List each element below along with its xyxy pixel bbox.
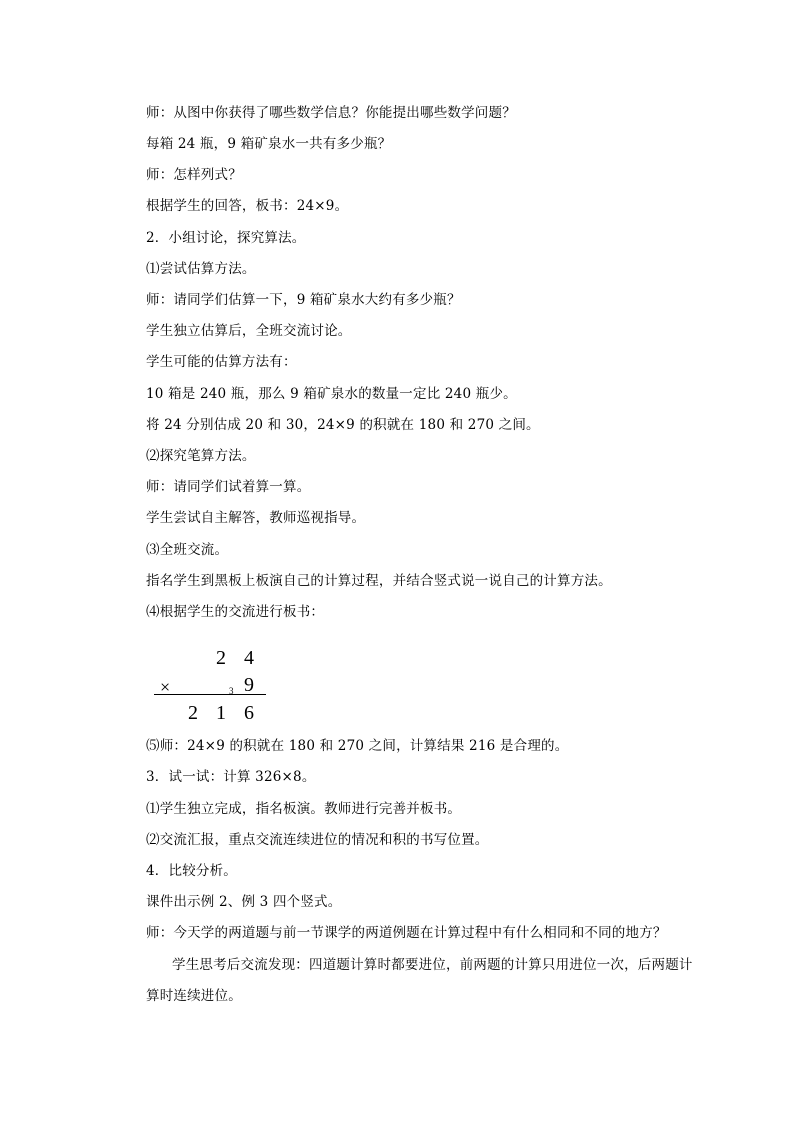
subsection-heading: ⑴尝试估算方法。 — [146, 261, 256, 277]
vertical-multiplication — [150, 644, 270, 724]
text-line: 根据学生的回答，板书：24×9。 — [146, 198, 349, 214]
text-line: 课件出示例 2、例 3 四个竖式。 — [146, 894, 342, 910]
subsection-heading: ⑵探究笔算方法。 — [146, 448, 256, 464]
text-line: 10 箱是 240 瓶，那么 9 箱矿泉水的数量一定比 240 瓶少。 — [146, 386, 517, 402]
text-line: 指名学生到黑板上板演自己的计算过程，并结合竖式说一说自己的计算方法。 — [146, 573, 612, 589]
multiply-sign: × — [160, 677, 171, 697]
text-line: ⑵交流汇报，重点交流连续进位的情况和积的书写位置。 — [146, 832, 489, 848]
text-line: 学生思考后交流发现：四道题计算时都要进位，前两题的计算只用进位一次，后两题计 — [172, 957, 693, 973]
section-heading: 4．比较分析。 — [146, 863, 237, 879]
text-line: 算时连续进位。 — [146, 988, 242, 1004]
text-line: ⑸师：24×9 的积就在 180 和 270 之间，计算结果 216 是合理的。 — [146, 738, 569, 754]
top-digit-ones: 4 — [244, 647, 254, 669]
text-line: 师：请同学们估算一下，9 箱矿泉水大约有多少瓶？ — [146, 292, 461, 308]
text-line: 学生独立估算后，全班交流讨论。 — [146, 323, 352, 339]
subsection-heading: ⑷根据学生的交流进行板书： — [146, 604, 325, 620]
calc-divider — [154, 694, 266, 695]
text-line: ⑴学生独立完成，指名板演。教师进行完善并板书。 — [146, 801, 462, 817]
text-line: 每箱 24 瓶，9 箱矿泉水一共有多少瓶？ — [146, 136, 392, 152]
subsection-heading: ⑶全班交流。 — [146, 542, 229, 558]
carry-digit: 3 — [229, 686, 234, 696]
result-digit-tens: 1 — [216, 702, 226, 724]
text-line: 师：请同学们试着算一算。 — [146, 479, 311, 495]
top-digit-tens: 2 — [216, 647, 226, 669]
multiplier-digit: 9 — [244, 674, 254, 696]
text-line: 师：今天学的两道题与前一节课学的两道例题在计算过程中有什么相同和不同的地方？ — [146, 925, 667, 941]
text-line: 师：从图中你获得了哪些数学信息？你能提出哪些数学问题？ — [146, 105, 516, 121]
section-heading: 2．小组讨论，探究算法。 — [146, 230, 306, 246]
text-line: 将 24 分别估成 20 和 30，24×9 的积就在 180 和 270 之间。 — [146, 417, 540, 433]
text-line: 学生尝试自主解答，教师巡视指导。 — [146, 510, 366, 526]
result-digit-ones: 6 — [244, 702, 254, 724]
result-digit-hundreds: 2 — [188, 702, 198, 724]
text-line: 学生可能的估算方法有： — [146, 354, 297, 370]
text-line: 师：怎样列式？ — [146, 167, 242, 183]
section-heading: 3．试一试：计算 326×8。 — [146, 769, 316, 785]
